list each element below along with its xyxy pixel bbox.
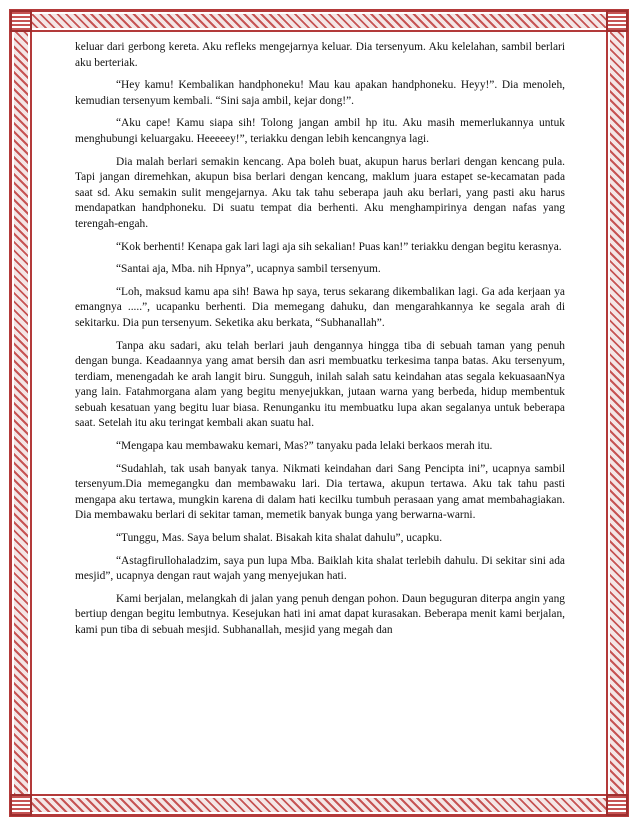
corner-ornament-top-left <box>10 10 32 32</box>
paragraph-12: “Astagfirullohaladzim, saya pun lupa Mba. Baiklah kita shalat terlebih dahulu. Di sekitar sini ada mesjid”, ucapnya dengan raut wajah yang menyejukan hati. <box>75 554 565 583</box>
paragraph-11: “Tunggu, Mas. Saya belum shalat. Bisakah kita shalat dahulu”, ucapku. <box>116 532 443 545</box>
corner-ornament-bottom-right <box>606 794 628 816</box>
paragraph-9: “Mengapa kau membawaku kemari, Mas?” tanyaku pada lelaki berkaos merah itu. <box>116 440 493 453</box>
corner-ornament-bottom-left <box>10 794 32 816</box>
paragraph-7: “Loh, maksud kamu apa sih! Bawa hp saya, terus sekarang dikembalikan lagi. Ga ada kerjaan ya emangnya .....”, ucapanku berhenti. Dia memegang dahuku, dan mengarahkannya ke segala arah di sekitarku. Dia pun tersenyum. Seketika aku berkata, “Subhanallah”. <box>75 285 565 329</box>
paragraph-13: Kami berjalan, melangkah di jalan yang penuh dengan pohon. Daun beguguran diterpa angin yang bertiup dengan begitu lembutnya. Kesejukan hati ini amat dapat kurasakan. Beberapa menit kami berjalan, kami pun tiba di sebuah mesjid. Subhanallah, mesjid yang megah dan <box>75 592 565 636</box>
paragraph-6: “Santai aja, Mba. nih Hpnya”, ucapnya sambil tersenyum. <box>116 263 381 276</box>
paragraph-3: “Aku cape! Kamu siapa sih! Tolong jangan ambil hp itu. Aku masih memerlukannya untuk menghubungi keluargaku. Heeeeey!”, teriakku dengan lebih kencangnya lagi. <box>75 117 565 145</box>
paragraph-5: “Kok berhenti! Kenapa gak lari lagi aja sih sekalian! Puas kan!” teriakku dengan begitu kerasnya. <box>116 240 562 253</box>
paragraph-10: “Sudahlah, tak usah banyak tanya. Nikmati keindahan dari Sang Pencipta ini”, ucapnya sambil tersenyum.Dia memegangku dan membawaku lari. Dia tertawa, akupun tertawa. Aku tak tahu pasti mengapa aku tertawa, mungkin karena di dalam hati kecilku tumbuh perasaan yang amat membahagiakan. Dia membawaku berlari di sekitar taman, memetik banyak bunga yang berwarna-warni. <box>75 462 565 522</box>
paragraph-1: keluar dari gerbong kereta. Aku refleks mengejarnya keluar. Dia tersenyum. Aku kelelahan, sambil berlari aku berteriak. <box>75 41 565 69</box>
corner-ornament-top-right <box>606 10 628 32</box>
story-text <box>75 40 565 646</box>
paragraph-8: Tanpa aku sadari, aku telah berlari jauh dengannya hingga tiba di sebuah taman yang penuh dengan bunga. Keadaannya yang amat bersih dan asri membuatku terkesima tanpa batas. Aku tersenyum, terdiam, menengadah ke arah langit biru. Sungguh, inilah salah satu keindahan atas segala kekuasaanNya yang lain. Fatahmorgana alam yang begitu menyejukkan, jutaan warna yang berbeda, hidup membentuk sebuah kesatuan yang begitu luar biasa. Renunganku itu membuatku lupa akan segalanya untuk beberapa saat. Setelah itu aku teringat kembali akan suatu hal. <box>75 339 565 430</box>
paragraph-4: Dia malah berlari semakin kencang. Apa boleh buat, akupun harus berlari dengan kencang pula. Tapi jangan diremehkan, akupun bisa berlari dengan kencang, maklum juara estapet se-kecamatan pada saat sd. Aku semakin sulit mengejarnya. Aku tak tahu seberapa jauh aku berlari, yang pasti aku harus mendapatkan handphoneku. Di suatu tempat dia berhenti. Aku menghampirinya dengan nafas yang terengah-engah. <box>75 155 565 230</box>
paragraph-2: “Hey kamu! Kembalikan handphoneku! Mau kau apakan handphoneku. Heyy!”. Dia menoleh, kemudian tersenyum kembali. “Sini saja ambil, kejar dong!”. <box>75 79 565 107</box>
